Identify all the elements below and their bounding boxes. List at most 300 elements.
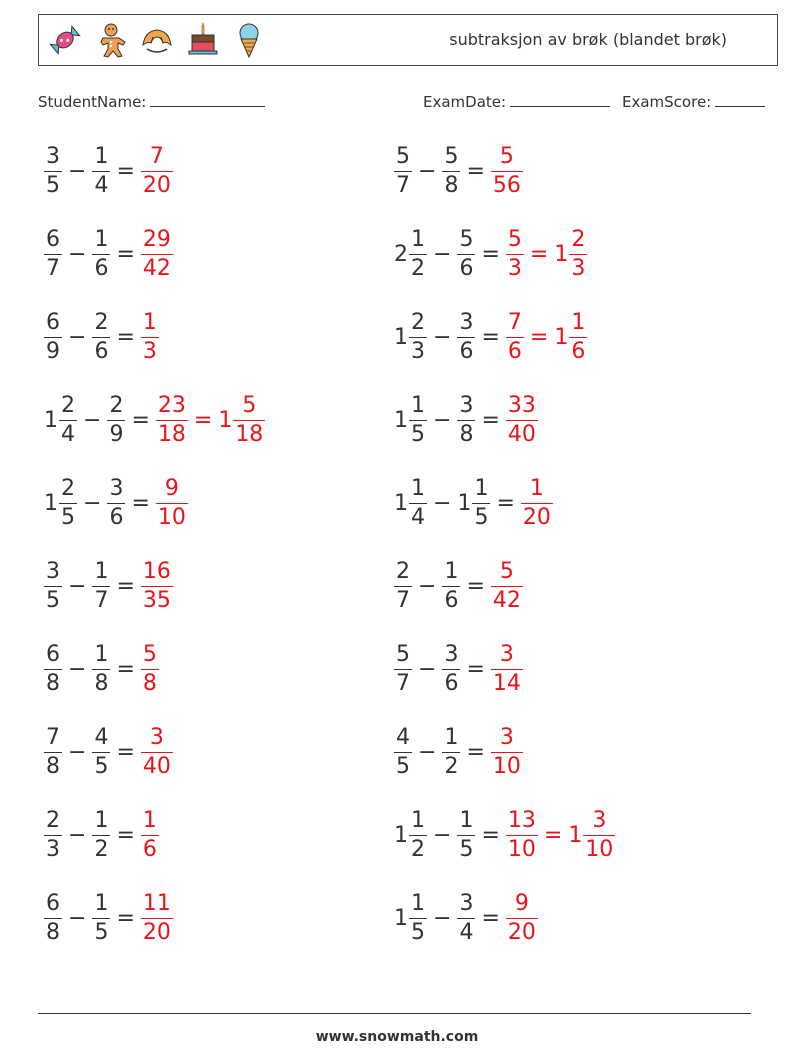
subtrahend-fraction xyxy=(92,312,110,363)
minuend-fraction xyxy=(394,146,412,197)
minuend-fraction xyxy=(44,727,62,778)
answer-mixed-denominator: 10 xyxy=(585,837,614,862)
subtrahend xyxy=(107,395,125,446)
equals-sign: = xyxy=(481,325,500,350)
student-name-blank xyxy=(150,92,265,107)
equals-sign: = xyxy=(466,657,485,682)
minuend-numerator: 7 xyxy=(46,725,60,750)
minuend-denominator: 5 xyxy=(396,754,410,779)
answer-denominator: 20 xyxy=(507,920,536,945)
subtrahend-fraction xyxy=(442,644,460,695)
answer-mixed xyxy=(568,810,615,861)
minuend-fraction xyxy=(44,229,62,280)
problem-item xyxy=(44,146,173,197)
problem-item xyxy=(44,229,173,280)
minuend-numerator: 2 xyxy=(46,808,60,833)
subtrahend-numerator: 1 xyxy=(94,642,109,667)
minuend-denominator: 8 xyxy=(46,671,60,696)
subtrahend-numerator: 1 xyxy=(94,808,109,833)
minuend-numerator: 4 xyxy=(396,725,410,750)
minus-sign: − xyxy=(68,574,87,599)
subtrahend xyxy=(92,893,110,944)
answer xyxy=(506,395,538,446)
minuend-denominator: 5 xyxy=(411,422,425,447)
answer-denominator: 40 xyxy=(507,422,536,447)
problem-item xyxy=(394,810,615,861)
minuend-numerator: 2 xyxy=(411,310,425,335)
minus-sign: − xyxy=(433,906,452,931)
answer-numerator: 5 xyxy=(499,559,514,584)
subtrahend-denominator: 2 xyxy=(444,754,459,779)
answer-numerator: 3 xyxy=(499,725,514,750)
answer-equals-sign: = xyxy=(529,242,549,267)
minuend-denominator: 5 xyxy=(46,588,60,613)
subtrahend xyxy=(457,395,475,446)
minuend-whole: 1 xyxy=(44,408,58,433)
minuend-numerator: 6 xyxy=(46,227,60,252)
answer-denominator: 10 xyxy=(492,754,521,779)
subtrahend-numerator: 3 xyxy=(459,310,474,335)
answer xyxy=(491,146,523,197)
subtrahend-denominator: 6 xyxy=(109,505,124,530)
answer-fraction xyxy=(506,810,538,861)
subtrahend-fraction xyxy=(457,810,475,861)
answer-denominator: 18 xyxy=(157,422,186,447)
subtrahend-numerator: 2 xyxy=(109,393,124,418)
minus-sign: − xyxy=(418,159,437,184)
equals-sign: = xyxy=(116,325,135,350)
ice-cream-cone-icon xyxy=(231,21,267,59)
minuend xyxy=(44,312,62,363)
problem-item xyxy=(44,478,188,529)
equals-sign: = xyxy=(481,823,500,848)
answer-numerator: 13 xyxy=(507,808,536,833)
subtrahend-denominator: 4 xyxy=(94,173,109,198)
subtrahend-fraction xyxy=(457,395,475,446)
header-icons xyxy=(47,21,267,59)
footer-url: www.snowmath.com xyxy=(315,1029,479,1045)
answer-mixed-numerator: 1 xyxy=(571,310,586,335)
student-name-field xyxy=(38,92,265,111)
problem-item xyxy=(44,644,159,695)
problem-item xyxy=(394,395,538,446)
answer-mixed-denominator: 6 xyxy=(571,339,586,364)
minuend-fraction xyxy=(409,478,427,529)
exam-date-label: ExamDate: xyxy=(423,93,507,111)
subtrahend-fraction xyxy=(442,727,460,778)
answer xyxy=(141,727,173,778)
subtrahend-denominator: 5 xyxy=(474,505,489,530)
answer-denominator: 3 xyxy=(142,339,157,364)
subtrahend-fraction xyxy=(472,478,490,529)
subtrahend-numerator: 1 xyxy=(444,725,459,750)
exam-date-blank xyxy=(510,92,610,107)
answer-denominator: 20 xyxy=(522,505,551,530)
subtrahend-fraction xyxy=(457,312,475,363)
subtrahend-fraction xyxy=(92,146,110,197)
worksheet-header xyxy=(38,14,778,66)
answer-numerator: 16 xyxy=(142,559,171,584)
minuend xyxy=(44,644,62,695)
minuend-whole: 1 xyxy=(394,325,408,350)
minus-sign: − xyxy=(68,906,87,931)
subtrahend-denominator: 8 xyxy=(444,173,459,198)
answer-denominator: 35 xyxy=(142,588,171,613)
minuend xyxy=(394,146,412,197)
answer-numerator: 7 xyxy=(507,310,522,335)
minuend-numerator: 6 xyxy=(46,642,60,667)
minuend-fraction xyxy=(409,893,427,944)
minuend-whole: 1 xyxy=(394,906,408,931)
answer-denominator: 42 xyxy=(492,588,521,613)
equals-sign: = xyxy=(116,657,135,682)
subtrahend-fraction xyxy=(92,561,110,612)
minuend-fraction xyxy=(44,810,62,861)
subtrahend-numerator: 5 xyxy=(459,227,474,252)
minuend-numerator: 1 xyxy=(411,891,425,916)
problem-item xyxy=(44,561,173,612)
minuend-whole: 1 xyxy=(44,491,58,516)
problem-item xyxy=(44,893,173,944)
minuend xyxy=(44,561,62,612)
minuend-fraction xyxy=(394,561,412,612)
minuend-numerator: 1 xyxy=(411,476,425,501)
subtrahend-numerator: 1 xyxy=(444,559,459,584)
minuend xyxy=(394,395,427,446)
minuend xyxy=(394,229,427,280)
minuend-fraction xyxy=(409,312,427,363)
subtrahend-numerator: 1 xyxy=(94,227,109,252)
equals-sign: = xyxy=(481,906,500,931)
gingerbread-man-icon xyxy=(93,21,129,59)
problem-item xyxy=(44,727,173,778)
minuend-denominator: 4 xyxy=(411,505,425,530)
minuend-numerator: 5 xyxy=(396,144,410,169)
answer-equals-sign: = xyxy=(543,823,563,848)
answer-numerator: 5 xyxy=(142,642,157,667)
minuend xyxy=(44,395,77,446)
subtrahend xyxy=(92,229,110,280)
answer-mixed-fraction xyxy=(583,810,615,861)
subtrahend-denominator: 6 xyxy=(459,256,474,281)
minuend-numerator: 1 xyxy=(411,808,425,833)
answer-numerator: 23 xyxy=(157,393,186,418)
minuend-fraction xyxy=(44,312,62,363)
minuend-numerator: 5 xyxy=(396,642,410,667)
minuend-numerator: 1 xyxy=(411,393,425,418)
subtrahend-fraction xyxy=(457,893,475,944)
subtrahend xyxy=(442,727,460,778)
problem-item xyxy=(394,893,538,944)
answer-denominator: 14 xyxy=(492,671,521,696)
answer-denominator: 3 xyxy=(507,256,522,281)
minus-sign: − xyxy=(68,325,87,350)
answer xyxy=(141,893,173,944)
subtrahend-fraction xyxy=(457,229,475,280)
minus-sign: − xyxy=(68,657,87,682)
minuend-denominator: 3 xyxy=(411,339,425,364)
footer-divider xyxy=(38,1013,751,1014)
equals-sign: = xyxy=(496,491,515,516)
subtrahend-numerator: 2 xyxy=(94,310,109,335)
answer-numerator: 11 xyxy=(142,891,171,916)
answer-mixed xyxy=(554,312,587,363)
subtrahend-denominator: 9 xyxy=(109,422,124,447)
minuend-fraction xyxy=(409,810,427,861)
minuend-denominator: 7 xyxy=(396,671,410,696)
minus-sign: − xyxy=(418,657,437,682)
answer xyxy=(156,478,188,529)
subtrahend-numerator: 3 xyxy=(459,891,474,916)
equals-sign: = xyxy=(116,823,135,848)
answer xyxy=(506,312,524,363)
answer-fraction xyxy=(506,229,524,280)
subtrahend-fraction xyxy=(92,727,110,778)
minuend-whole: 1 xyxy=(394,408,408,433)
answer-numerator: 9 xyxy=(164,476,179,501)
answer-denominator: 8 xyxy=(142,671,157,696)
answer xyxy=(491,727,523,778)
answer-mixed-whole: 1 xyxy=(554,242,569,267)
answer-fraction xyxy=(141,561,173,612)
answer-mixed-whole: 1 xyxy=(218,408,233,433)
answer xyxy=(141,561,173,612)
minuend-fraction xyxy=(44,893,62,944)
minuend xyxy=(394,312,427,363)
minuend-fraction xyxy=(409,229,427,280)
minuend-fraction xyxy=(59,478,77,529)
subtrahend-numerator: 3 xyxy=(459,393,474,418)
subtrahend xyxy=(457,312,475,363)
minus-sign: − xyxy=(433,823,452,848)
answer-fraction xyxy=(506,893,538,944)
subtrahend-denominator: 2 xyxy=(94,837,109,862)
subtrahend-numerator: 4 xyxy=(94,725,109,750)
subtrahend-denominator: 6 xyxy=(459,339,474,364)
subtrahend xyxy=(457,810,475,861)
answer-denominator: 40 xyxy=(142,754,171,779)
answer xyxy=(141,644,159,695)
exam-score-blank xyxy=(715,92,765,107)
minus-sign: − xyxy=(433,325,452,350)
answer-fraction xyxy=(506,395,538,446)
answer-fraction xyxy=(141,893,173,944)
subtrahend-denominator: 4 xyxy=(459,920,474,945)
minuend-whole: 1 xyxy=(394,823,408,848)
exam-score-field xyxy=(622,92,765,111)
subtrahend-denominator: 6 xyxy=(444,588,459,613)
minuend-numerator: 3 xyxy=(46,559,60,584)
subtrahend-numerator: 1 xyxy=(459,808,474,833)
answer-denominator: 10 xyxy=(507,837,536,862)
minuend-fraction xyxy=(44,561,62,612)
subtrahend-numerator: 1 xyxy=(94,144,109,169)
answer-numerator: 7 xyxy=(149,144,164,169)
subtrahend xyxy=(92,644,110,695)
answer xyxy=(141,229,173,280)
subtrahend xyxy=(92,146,110,197)
minuend-denominator: 7 xyxy=(396,173,410,198)
minuend-denominator: 5 xyxy=(61,505,75,530)
minuend-denominator: 2 xyxy=(411,256,425,281)
subtrahend xyxy=(92,727,110,778)
equals-sign: = xyxy=(116,242,135,267)
problem-item xyxy=(394,478,553,529)
answer-numerator: 3 xyxy=(499,642,514,667)
subtrahend xyxy=(442,644,460,695)
minuend-denominator: 4 xyxy=(61,422,75,447)
subtrahend-fraction xyxy=(92,893,110,944)
subtrahend-numerator: 1 xyxy=(94,891,109,916)
subtrahend-numerator: 1 xyxy=(474,476,489,501)
minus-sign: − xyxy=(68,242,87,267)
minus-sign: − xyxy=(433,491,452,516)
minus-sign: − xyxy=(68,159,87,184)
answer-numerator: 5 xyxy=(499,144,514,169)
subtrahend-denominator: 6 xyxy=(94,339,109,364)
answer xyxy=(506,229,524,280)
answer xyxy=(491,644,523,695)
subtrahend-denominator: 8 xyxy=(94,671,109,696)
answer xyxy=(506,893,538,944)
subtrahend-denominator: 7 xyxy=(94,588,109,613)
subtrahend xyxy=(107,478,125,529)
minuend xyxy=(44,893,62,944)
subtrahend xyxy=(442,146,460,197)
subtrahend-denominator: 6 xyxy=(94,256,109,281)
answer-mixed-numerator: 5 xyxy=(242,393,257,418)
answer-numerator: 29 xyxy=(142,227,171,252)
minuend-numerator: 2 xyxy=(61,476,75,501)
croissant-icon xyxy=(139,21,175,59)
answer xyxy=(141,146,173,197)
equals-sign: = xyxy=(466,159,485,184)
equals-sign: = xyxy=(131,408,150,433)
answer-mixed-numerator: 2 xyxy=(571,227,586,252)
worksheet-title: subtraksjon av brøk (blandet brøk) xyxy=(449,30,727,49)
minuend xyxy=(44,229,62,280)
answer-fraction xyxy=(141,146,173,197)
subtrahend-denominator: 6 xyxy=(444,671,459,696)
minuend xyxy=(394,478,427,529)
minus-sign: − xyxy=(418,574,437,599)
minuend-fraction xyxy=(394,644,412,695)
equals-sign: = xyxy=(116,906,135,931)
equals-sign: = xyxy=(466,740,485,765)
minuend-denominator: 8 xyxy=(46,754,60,779)
subtrahend xyxy=(457,893,475,944)
minuend-fraction xyxy=(44,644,62,695)
minus-sign: − xyxy=(418,740,437,765)
minus-sign: − xyxy=(83,408,102,433)
student-name-label: StudentName: xyxy=(38,93,147,111)
minuend xyxy=(394,893,427,944)
answer-denominator: 10 xyxy=(157,505,186,530)
minuend xyxy=(394,810,427,861)
minuend-denominator: 5 xyxy=(411,920,425,945)
minuend-denominator: 7 xyxy=(396,588,410,613)
subtrahend-fraction xyxy=(92,229,110,280)
minuend-numerator: 6 xyxy=(46,891,60,916)
answer-denominator: 6 xyxy=(142,837,157,862)
problem-item xyxy=(394,561,523,612)
subtrahend-fraction xyxy=(107,395,125,446)
minuend-fraction xyxy=(394,727,412,778)
exam-date-field xyxy=(423,92,610,111)
answer-denominator: 20 xyxy=(142,920,171,945)
minuend-denominator: 9 xyxy=(46,339,60,364)
equals-sign: = xyxy=(481,242,500,267)
subtrahend-denominator: 5 xyxy=(459,837,474,862)
minuend-numerator: 6 xyxy=(46,310,60,335)
answer-mixed-fraction xyxy=(233,395,265,446)
problem-item xyxy=(394,727,523,778)
problem-item xyxy=(44,395,265,446)
answer-fraction xyxy=(141,312,159,363)
problem-item xyxy=(394,312,587,363)
subtrahend-fraction xyxy=(442,561,460,612)
minuend xyxy=(394,561,412,612)
answer-fraction xyxy=(506,312,524,363)
subtrahend xyxy=(92,312,110,363)
subtrahend xyxy=(442,561,460,612)
equals-sign: = xyxy=(116,740,135,765)
answer-fraction xyxy=(491,146,523,197)
equals-sign: = xyxy=(116,574,135,599)
answer-fraction xyxy=(156,395,188,446)
subtrahend-whole: 1 xyxy=(457,491,472,516)
answer-denominator: 56 xyxy=(492,173,521,198)
answer-mixed xyxy=(554,229,587,280)
subtrahend-denominator: 8 xyxy=(459,422,474,447)
answer xyxy=(521,478,553,529)
answer-fraction xyxy=(141,229,173,280)
minuend-numerator: 1 xyxy=(411,227,425,252)
subtrahend-numerator: 1 xyxy=(94,559,109,584)
subtrahend xyxy=(92,810,110,861)
answer-numerator: 1 xyxy=(142,310,157,335)
answer-denominator: 20 xyxy=(142,173,171,198)
minuend xyxy=(394,727,412,778)
answer-mixed-numerator: 3 xyxy=(592,808,607,833)
minuend-denominator: 2 xyxy=(411,837,425,862)
answer xyxy=(141,312,159,363)
exam-score-label: ExamScore: xyxy=(622,93,712,111)
problem-item xyxy=(44,810,159,861)
minuend-denominator: 5 xyxy=(46,173,60,198)
minuend-fraction xyxy=(44,146,62,197)
answer xyxy=(506,810,538,861)
minuend xyxy=(44,810,62,861)
minus-sign: − xyxy=(68,823,87,848)
answer-mixed-denominator: 18 xyxy=(235,422,264,447)
answer-mixed-fraction xyxy=(569,312,587,363)
minus-sign: − xyxy=(433,242,452,267)
answer xyxy=(491,561,523,612)
answer-numerator: 33 xyxy=(507,393,536,418)
minuend-fraction xyxy=(409,395,427,446)
minuend-numerator: 2 xyxy=(61,393,75,418)
equals-sign: = xyxy=(116,159,135,184)
candy-icon xyxy=(47,21,83,59)
problem-item xyxy=(44,312,159,363)
answer xyxy=(156,395,188,446)
subtrahend-denominator: 5 xyxy=(94,920,109,945)
birthday-cake-icon xyxy=(185,21,221,59)
answer-mixed-whole: 1 xyxy=(554,325,569,350)
equals-sign: = xyxy=(131,491,150,516)
answer-fraction xyxy=(141,644,159,695)
